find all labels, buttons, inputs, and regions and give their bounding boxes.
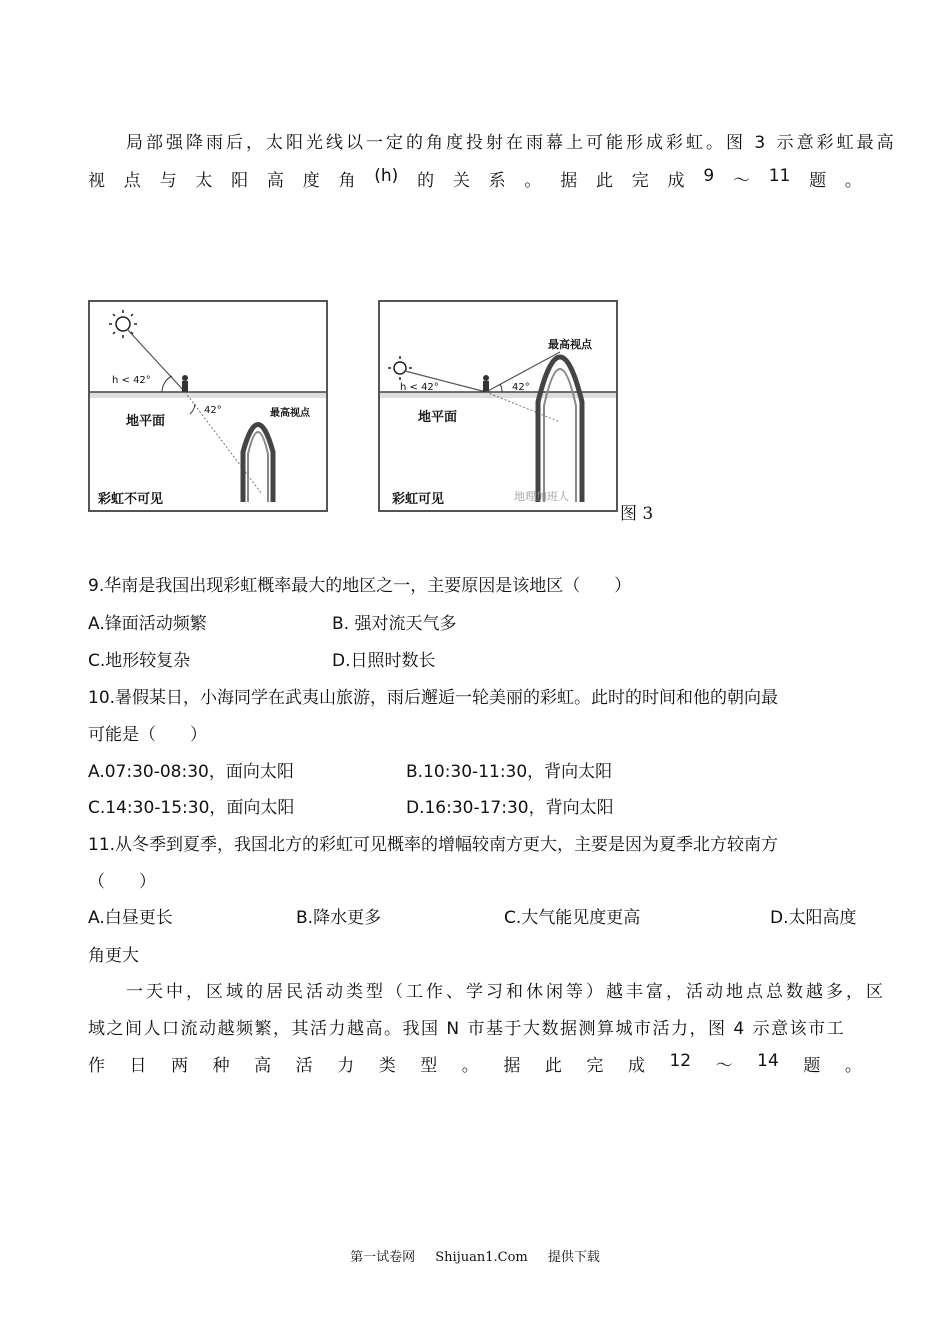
intro1-line2-char: 度 [302,171,320,191]
q9-option-d: D.日照时数长 [332,651,436,671]
intro2-line3-char: 题 [803,1056,821,1076]
intro1-line2 [88,166,862,191]
intro1-line2-char: 点 [123,171,141,191]
q10-stem-line2: 可能是（ ） [88,725,207,745]
intro1-line2-char: ～ [732,171,750,191]
intro1-line2-char: 高 [266,171,284,191]
intro1-line2-char: 与 [159,171,177,191]
intro1-line2-char: 成 [667,171,685,191]
intro2-line3-char: ～ [715,1056,733,1076]
intro2-line3-char: 14 [757,1051,779,1071]
angle-label-right: 42° [512,382,530,393]
footer-note: 提供下载 [547,1250,600,1265]
intro2-line3-char: 据 [503,1056,521,1076]
intro2-line3-char: 型 [420,1056,438,1076]
intro1-line2-char: 完 [631,171,649,191]
intro1-line1: 局部强降雨后，太阳光线以一定的角度投射在雨幕上可能形成彩虹。图 3 示意彩虹最高 [126,133,897,153]
q10-option-d: D.16:30-17:30，背向太阳 [406,798,614,818]
intro2-line2: 域之间人口流动越频繁，其活力越高。我国 N 市基于大数据测算城市活力，图 4 示意该市工 [88,1019,846,1039]
q11-option-d: D.太阳高度 [770,908,857,928]
intro2-line3-char: 。 [844,1056,862,1076]
sun-icon [388,356,412,380]
intro1-line2-char: 。 [524,171,542,191]
q11-stem-line1: 11.从冬季到夏季，我国北方的彩虹可见概率的增幅较南方更大，主要是因为夏季北方较南方 [88,835,779,855]
intro2-line3-char: 此 [544,1056,562,1076]
q9-stem: 9.华南是我国出现彩虹概率最大的地区之一，主要原因是该地区（ ） [88,576,632,596]
intro2-line3-char: 12 [669,1051,692,1071]
q10-option-a: A.07:30-08:30，面向太阳 [88,762,294,782]
intro2-line3-char: 两 [171,1056,189,1076]
intro2-line3-char: 成 [627,1056,645,1076]
footer-domain[interactable]: Shijuan1.Com [435,1250,528,1265]
rainbow-visible-diagram [380,302,616,510]
angle-label-left: 42° [204,405,222,416]
footer-site: 第一试卷网 [350,1250,416,1265]
top-view-label-left: 最高视点 [270,408,310,419]
figure-rainbow-visible [378,300,618,512]
top-view-label-right: 最高视点 [548,338,592,351]
q9-option-b: B. 强对流天气多 [332,614,457,634]
ground-label-left: 地平面 [126,414,166,429]
person-icon [182,375,188,392]
intro2-line1: 一天中，区域的居民活动类型（工作、学习和休闲等）越丰富，活动地点总数越多，区 [126,982,886,1002]
intro1-line2-char: 9 [703,166,715,186]
intro2-line3-char: 类 [378,1056,396,1076]
intro1-line2-char: (h) [374,166,399,186]
sun-icon [109,310,137,338]
intro1-line2-char: 。 [844,171,862,191]
intro2-line3-char: 高 [254,1056,272,1076]
q10-option-c: C.14:30-15:30，面向太阳 [88,798,295,818]
person-icon [483,375,489,392]
intro1-line2-char: 关 [452,171,470,191]
figure-label: 图 3 [620,504,654,524]
caption-left: 彩虹不可见 [98,492,164,507]
intro1-line2-char: 题 [809,171,827,191]
q11-option-b: B.降水更多 [296,908,382,928]
watermark: 地理加班人 [514,490,569,503]
intro1-line2-char: 系 [488,171,506,191]
ground-label-right: 地平面 [418,410,458,425]
intro1-line2-char: 视 [88,171,105,191]
intro2-line3-char: 活 [295,1056,313,1076]
intro2-line3-char: 种 [212,1056,230,1076]
q9-option-c: C.地形较复杂 [88,651,191,671]
intro2-line3-char: 日 [129,1056,147,1076]
h-label-right: h < 42° [400,382,439,393]
q11-option-a: A.白昼更长 [88,908,173,928]
q11-stem-line2: （ ） [88,872,156,892]
intro1-line2-char: 太 [195,171,213,191]
footer [0,1246,950,1265]
intro2-line3 [88,1051,862,1076]
q10-option-b: B.10:30-11:30，背向太阳 [406,762,613,782]
intro1-line2-char: 此 [595,171,613,191]
caption-right: 彩虹可见 [392,492,445,507]
intro1-line2-char: 角 [338,171,356,191]
intro2-line3-char: 作 [88,1056,105,1076]
intro1-line2-char: 11 [768,166,791,186]
q11-option-d-continued: 角更大 [88,946,139,966]
intro2-line3-char: 。 [461,1056,479,1076]
intro1-line2-char: 的 [417,171,435,191]
q11-option-c: C.大气能见度更高 [504,908,641,928]
intro2-line3-char: 力 [337,1056,355,1076]
intro2-line3-char: 完 [586,1056,604,1076]
h-label-left: h < 42° [112,375,151,386]
figure-rainbow-invisible [88,300,328,512]
q10-stem-line1: 10.暑假某日，小海同学在武夷山旅游，雨后邂逅一轮美丽的彩虹。此时的时间和他的朝向最 [88,688,779,708]
intro1-line2-char: 阳 [231,171,249,191]
q9-option-a: A.锋面活动频繁 [88,614,207,634]
intro1-line2-char: 据 [560,171,578,191]
